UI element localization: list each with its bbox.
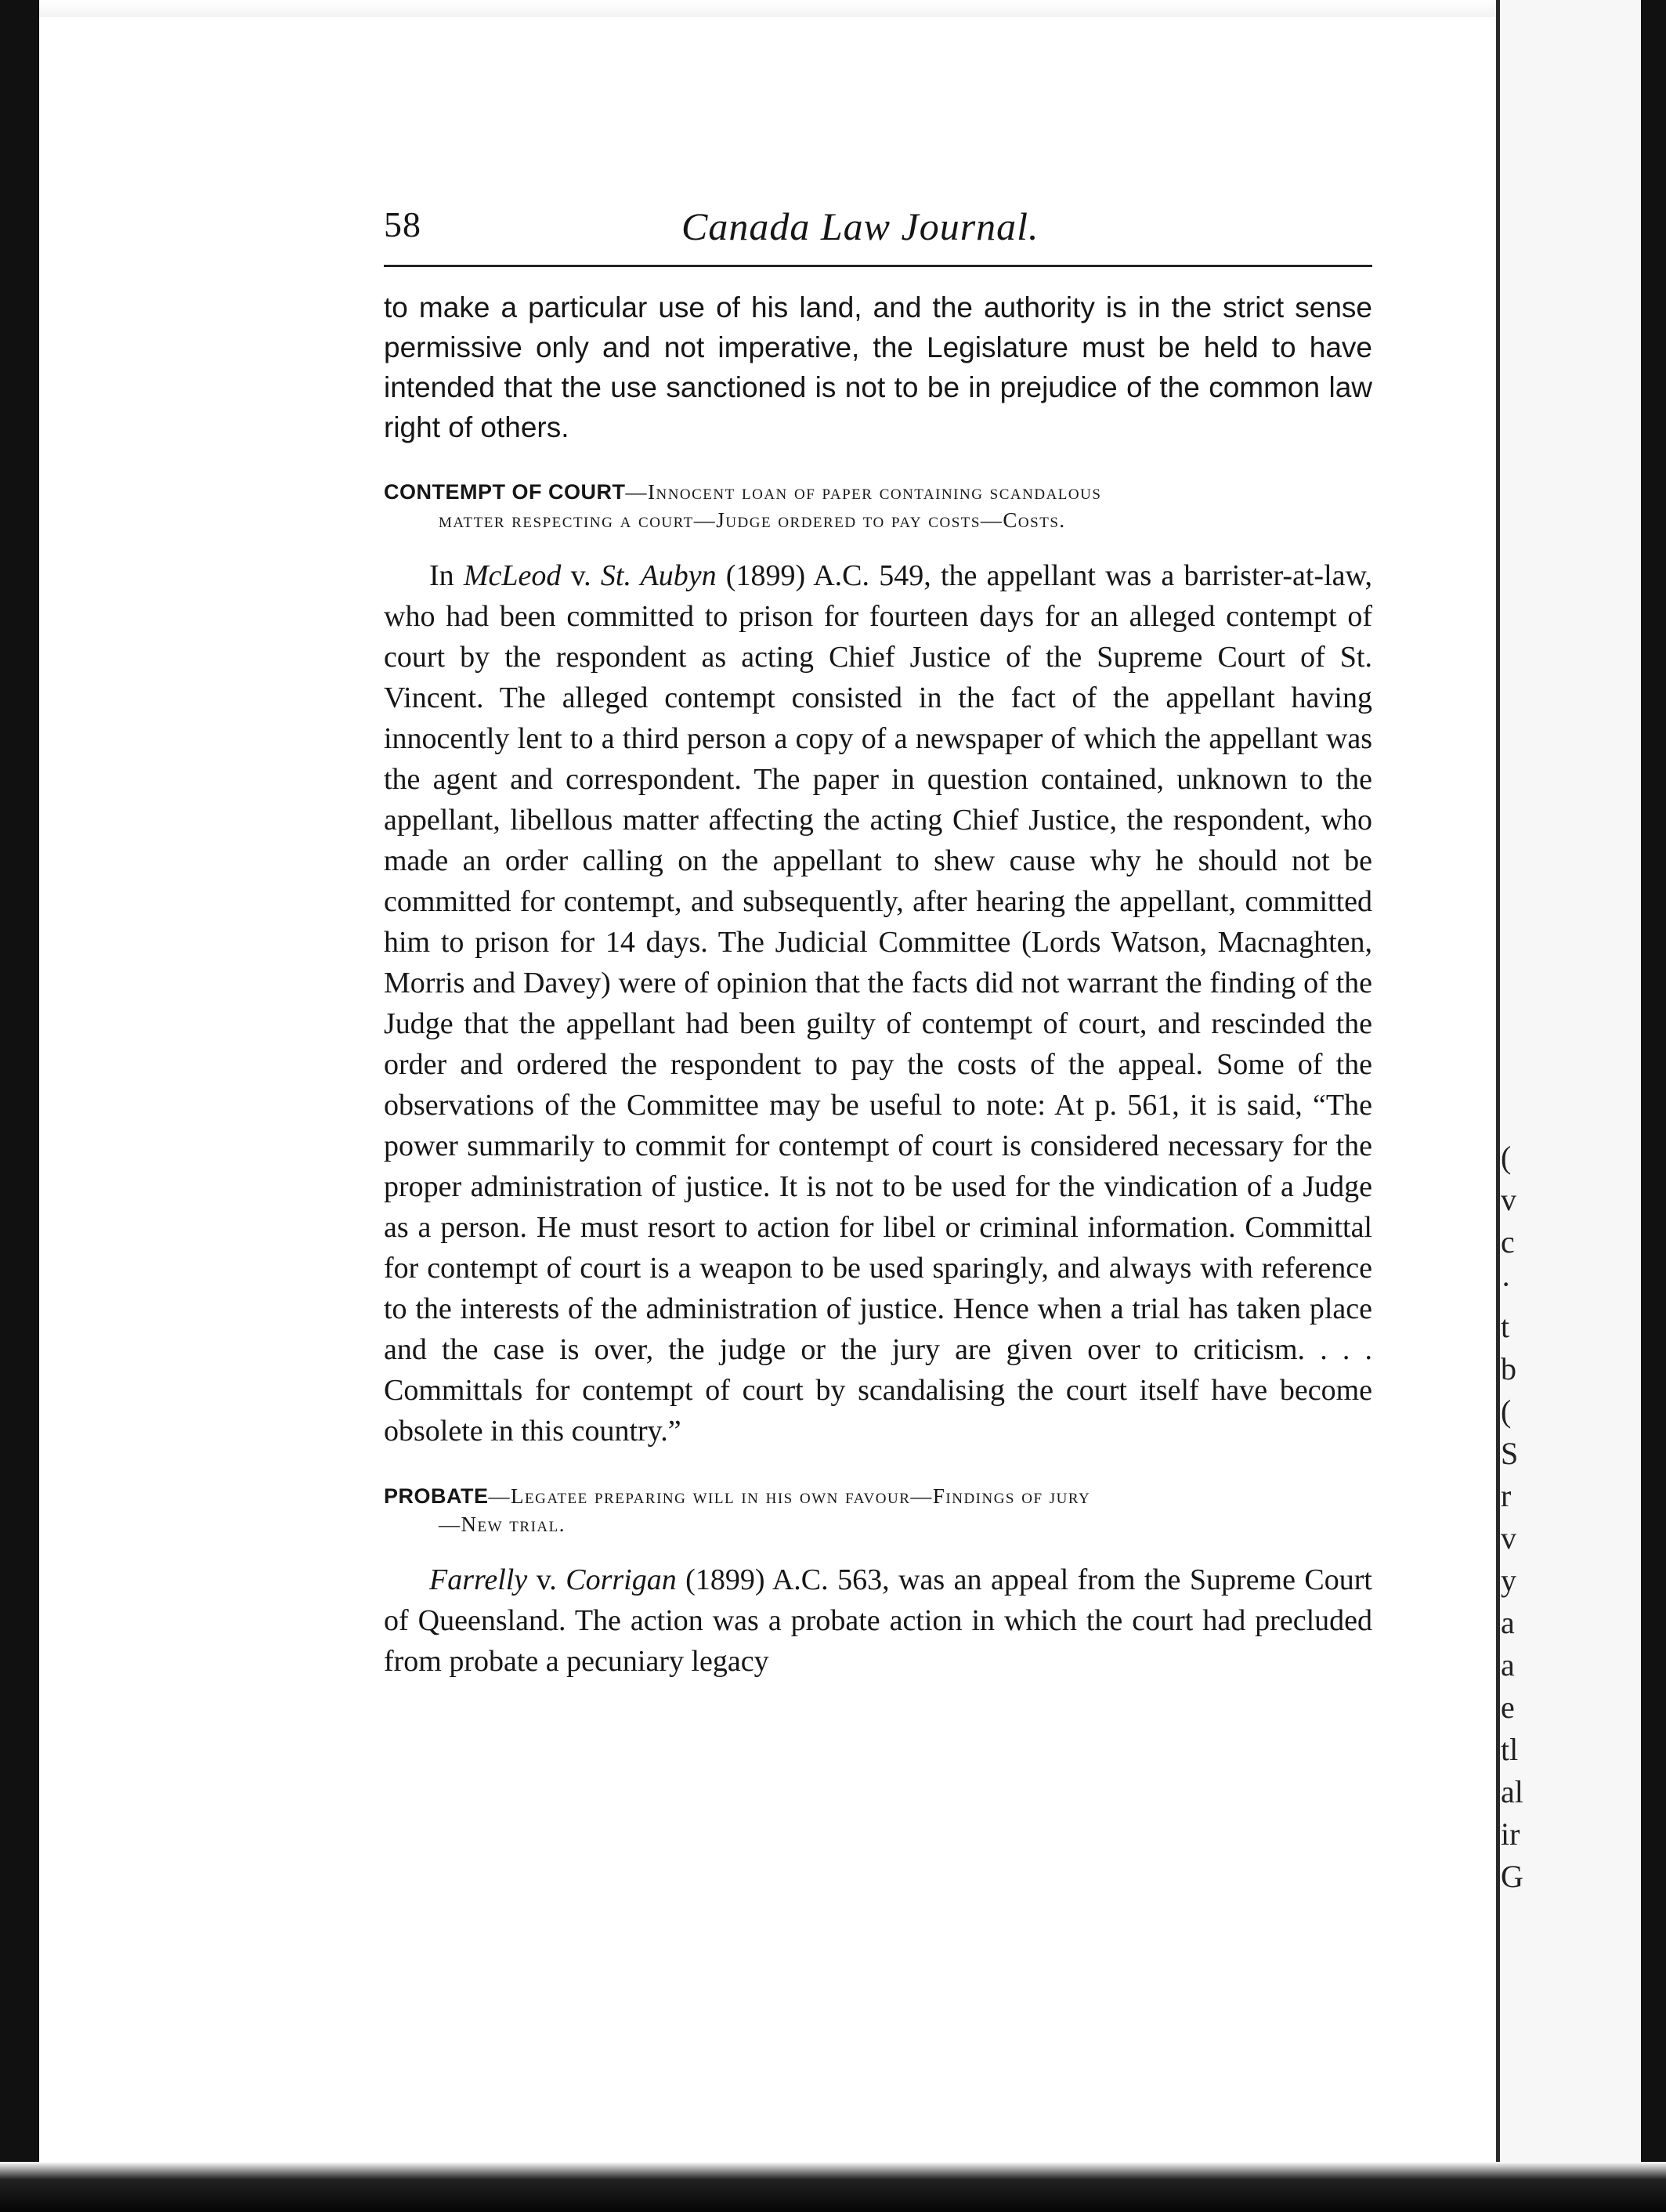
- section-subhead-line1: —Innocent loan of paper containing scandalous: [625, 480, 1102, 504]
- section-label-probate: PROBATE: [384, 1484, 489, 1508]
- adjacent-page-letter: ir: [1501, 1816, 1520, 1852]
- versus: v.: [527, 1563, 566, 1596]
- adjacent-page-letter: (: [1501, 1393, 1512, 1429]
- adjacent-page-letter: (: [1501, 1140, 1512, 1175]
- section-label-contempt: CONTEMPT OF COURT: [384, 480, 626, 504]
- section-subhead-line1: —Legatee preparing will in his own favour—Findings of jury: [488, 1484, 1091, 1508]
- journal-title: Canada Law Journal.: [681, 204, 1039, 248]
- adjacent-page-letter: ·: [1501, 1267, 1512, 1302]
- section-subhead-line2: matter respecting a court—Judge ordered to pay costs—Costs.: [439, 508, 1066, 532]
- adjacent-page-letter: v: [1501, 1520, 1516, 1556]
- case-paragraph-farrelly: [384, 1560, 1372, 1682]
- running-head: [384, 204, 1372, 260]
- party-name: McLeod: [463, 559, 562, 592]
- party-name: Corrigan: [566, 1563, 677, 1596]
- adjacent-page-letter: y: [1501, 1563, 1516, 1598]
- section-heading-contempt: [384, 479, 1372, 533]
- adjacent-page-letter: t: [1501, 1309, 1510, 1344]
- adjacent-page-letter: S: [1501, 1436, 1519, 1471]
- section-heading-probate: [384, 1483, 1372, 1538]
- adjacent-page-letter: b: [1501, 1351, 1516, 1386]
- case-text: (1899) A.C. 563, was an appeal from the Supreme Court of Queensland. The action was a probate action in which the court had precluded from probate a pecuniary legacy: [384, 1563, 1372, 1678]
- scan-top-edge: [0, 0, 1666, 17]
- adjacent-page-letter: r: [1501, 1478, 1512, 1513]
- case-text: (1899) A.C. 549, the appellant was a barrister-at-law, who had been committed to prison for fourteen days for an alleged contempt of court by the respondent as acting Chief Justice of the Supreme Court of St. Vincent. The alleged contempt consisted in the fact of the appellant having innocently lent to a third person a copy of a newspaper of which the appellant was the agent and correspondent. The paper in question contained, unknown to the appellant, libellous matter affecting the acting Chief Justice, the respondent, who made an order calling on the appellant to shew cause why he should not be committed for contempt, and subsequently, after hearing the appellant, committed him to prison for 14 days. The Judicial Committee (Lords Watson, Macnaghten, Morris and Davey) were of opinion that the facts did not warrant the finding of the Judge that the appellant had been guilty of contempt of court, and rescinded the order and ordered the respondent to pay the costs of the appeal. Some of the observations of the Committee may be useful to note: At p. 561, it is said, “The power summarily to commit for contempt of court is considered necessary for the proper administration of justice. It is not to be used for the vindication of a Judge as a person. He must resort to action for libel or criminal information. Committal for contempt of court is a weapon to be used sparingly, and always with reference to the interests of the administration of justice. Hence when a trial has taken place and the case is over, the judge or the jury are given over to criticism. . . . Committals for contempt of court by scandalising the court itself have become obsolete in this country.”: [384, 559, 1372, 1448]
- journal-page: [384, 204, 1372, 1682]
- adjacent-page-letter: v: [1501, 1182, 1516, 1217]
- scan-left-border: [0, 0, 39, 2212]
- header-rule: [384, 265, 1372, 267]
- party-name: St. Aubyn: [600, 559, 717, 592]
- adjacent-page-letters: [1501, 1136, 1548, 1897]
- opening-paragraph: to make a particular use of his land, and the authority is in the strict sense permissive only and not imperative, the Legislature must be held to have intended that the use sanctioned is not to be in prejudice of the common law right of others.: [384, 291, 1372, 443]
- versus: v.: [561, 559, 601, 592]
- case-paragraph-mcleod: [384, 555, 1372, 1451]
- party-name: Farrelly: [429, 1563, 528, 1596]
- adjacent-page-letter: e: [1501, 1690, 1515, 1725]
- adjacent-page-letter: tl: [1501, 1732, 1519, 1767]
- section-subhead-line2: —New trial.: [439, 1513, 566, 1536]
- adjacent-page-letter: al: [1501, 1774, 1523, 1809]
- page-number: 58: [384, 204, 421, 244]
- adjacent-page-letter: G: [1501, 1859, 1523, 1894]
- adjacent-page-letter: a: [1501, 1605, 1515, 1640]
- scan-bottom-edge: [0, 2162, 1666, 2212]
- scan-right-border: [1641, 0, 1666, 2212]
- case-intro: In: [429, 559, 464, 592]
- adjacent-page-fragment: [1496, 0, 1645, 2162]
- adjacent-page-letter: a: [1501, 1647, 1515, 1682]
- adjacent-page-letter: c: [1501, 1224, 1515, 1260]
